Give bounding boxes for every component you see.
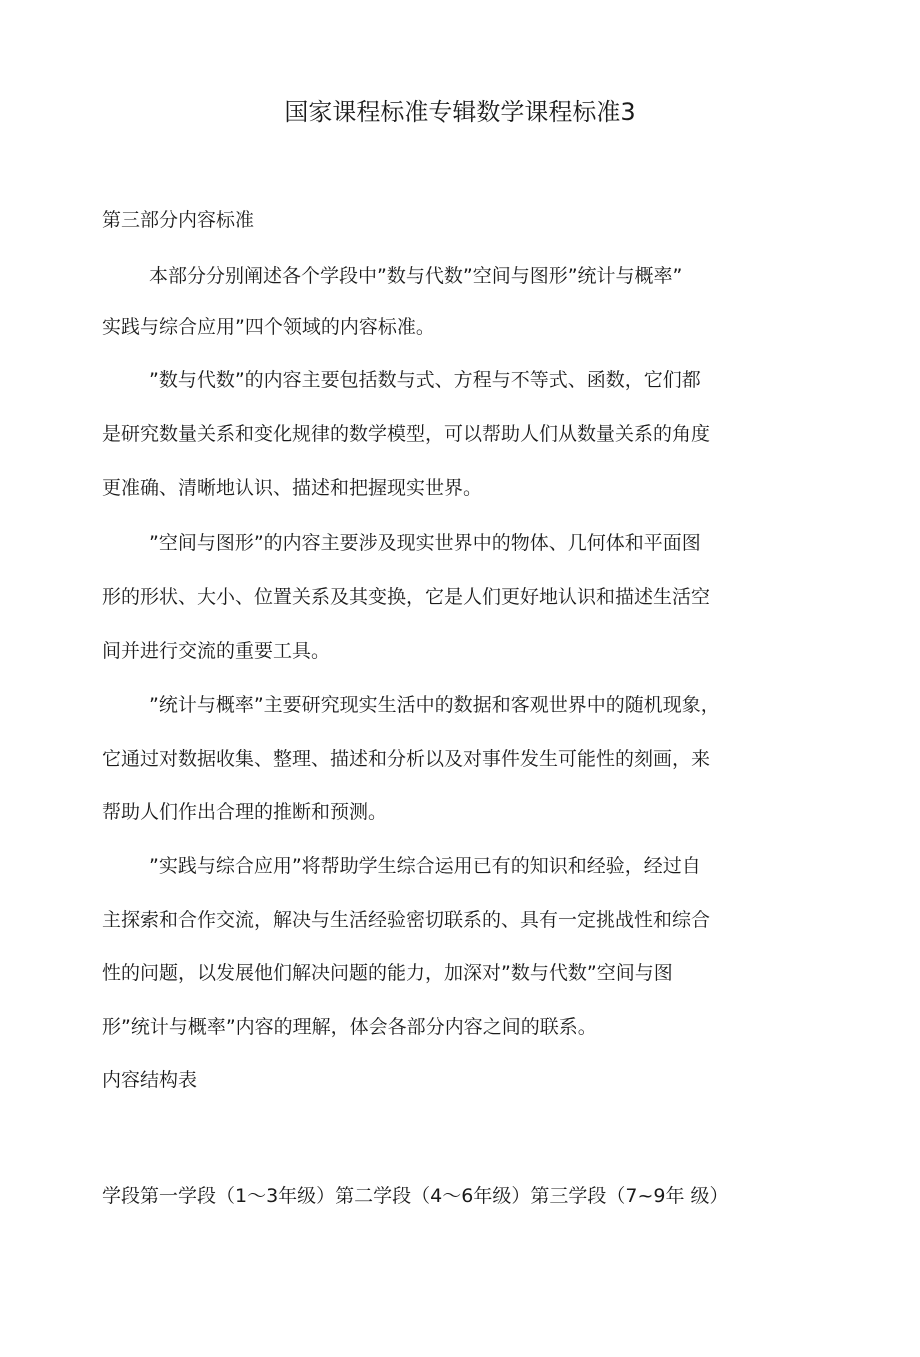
paragraph-line: 帮助人们作出合理的推断和预测。: [102, 801, 388, 823]
paragraph-line: 主探索和合作交流，解决与生活经验密切联系的、具有一定挑战性和综合: [102, 909, 711, 931]
paragraph-line: 它通过对数据收集、整理、描述和分析以及对事件发生可能性的刻画，来: [102, 748, 711, 770]
paragraph-line: 是研究数量关系和变化规律的数学模型，可以帮助人们从数量关系的角度: [102, 423, 711, 445]
paragraph-line: ”统计与概率”主要研究现实生活中的数据和客观世界中的随机现象，: [149, 694, 720, 716]
paragraph-line: 形”统计与概率”内容的理解，体会各部分内容之间的联系。: [102, 1016, 597, 1038]
table-header-row: 学段第一学段（1～3年级）第二学段（4～6年级）第三学段（7~9年 级）: [102, 1185, 729, 1207]
paragraph-line: ”空间与图形”的内容主要涉及现实世界中的物体、几何体和平面图: [149, 532, 701, 554]
paragraph-line: 本部分分别阐述各个学段中”数与代数”空间与图形”统计与概率”: [149, 265, 683, 287]
paragraph-line: 更准确、清晰地认识、描述和把握现实世界。: [102, 477, 483, 499]
paragraph-line: 间并进行交流的重要工具。: [102, 640, 331, 662]
paragraph-line: ”实践与综合应用”将帮助学生综合运用已有的知识和经验，经过自: [149, 855, 701, 877]
document-title: 国家课程标准专辑数学课程标准3: [284, 98, 636, 126]
content-structure-heading: 内容结构表: [102, 1069, 198, 1091]
paragraph-line: 实践与综合应用”四个领域的内容标准。: [102, 316, 435, 338]
section-heading: 第三部分内容标准: [102, 209, 255, 231]
paragraph-line: 形的形状、大小、位置关系及其变换，它是人们更好地认识和描述生活空: [102, 586, 711, 608]
paragraph-line: 性的问题，以发展他们解决问题的能力，加深对”数与代数”空间与图: [102, 962, 673, 984]
paragraph-line: ”数与代数”的内容主要包括数与式、方程与不等式、函数，它们都: [149, 369, 701, 391]
